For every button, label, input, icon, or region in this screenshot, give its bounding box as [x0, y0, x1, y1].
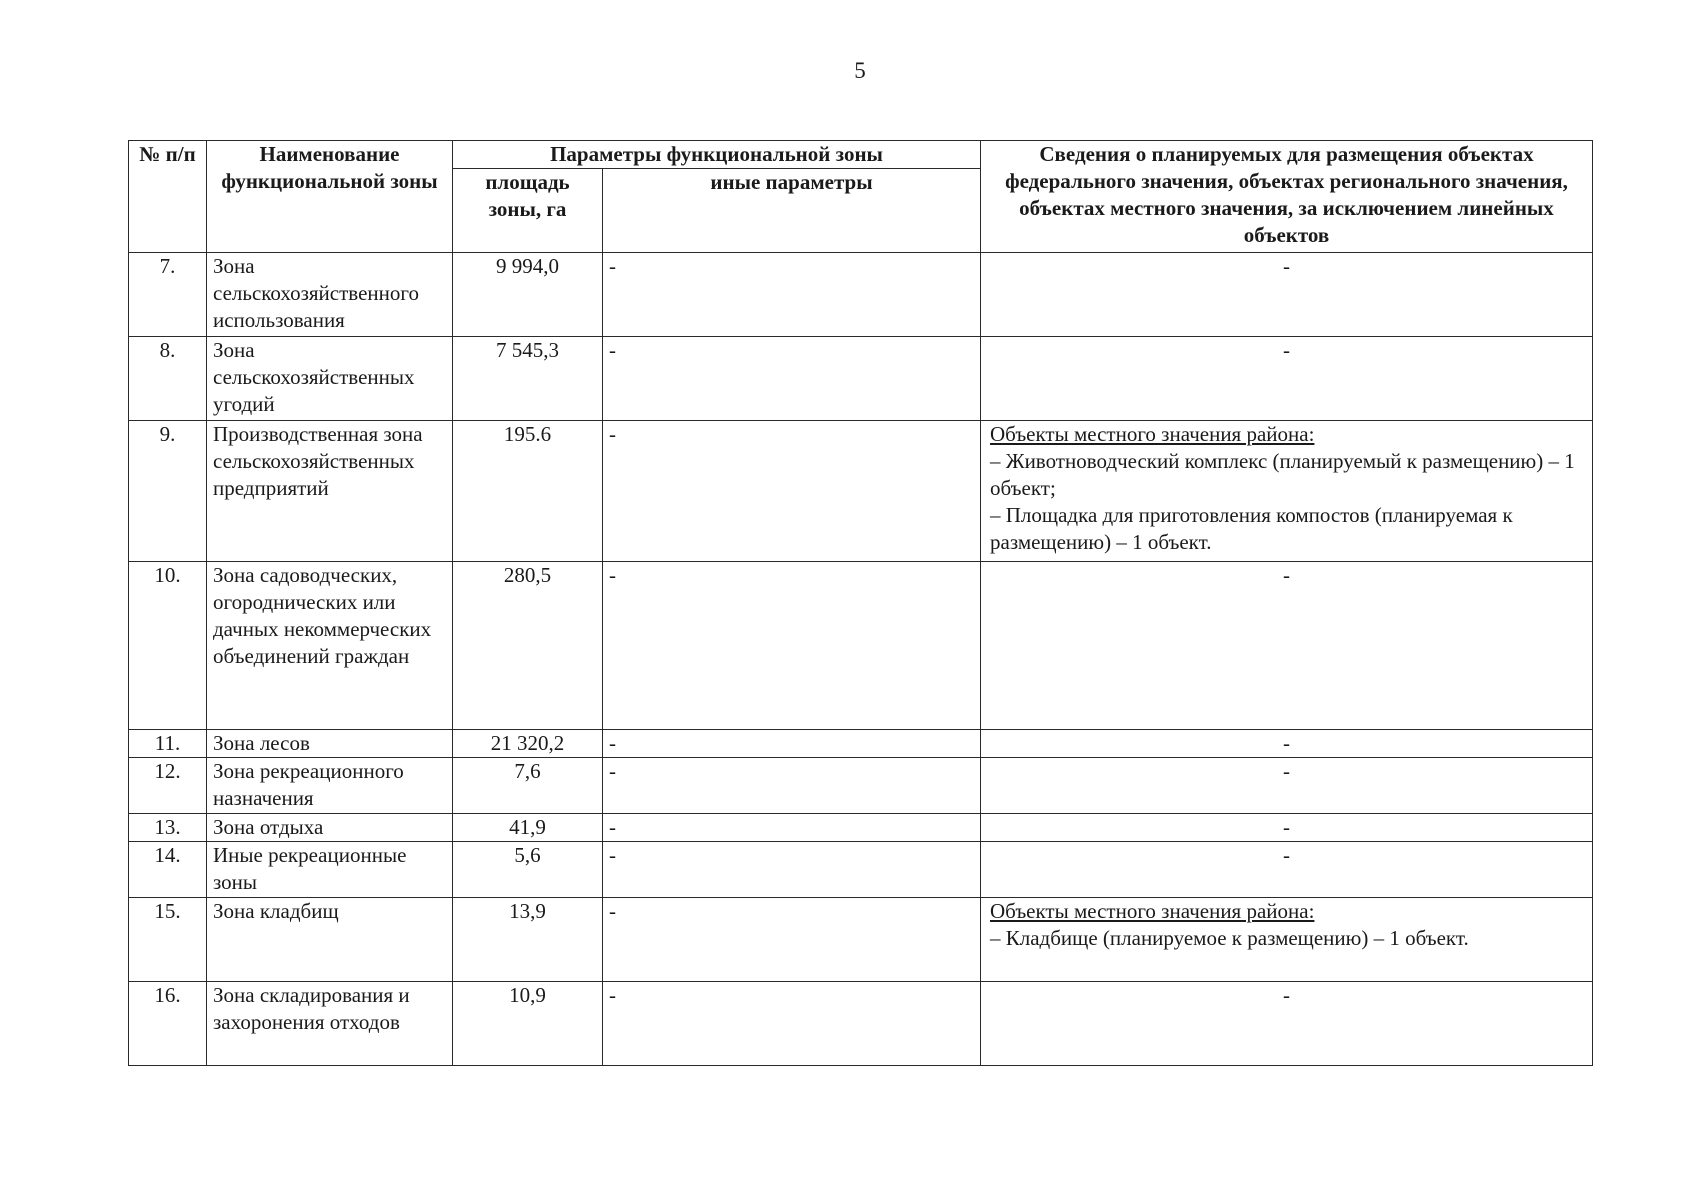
table-row	[129, 982, 1593, 1066]
zone-area: 41,9	[453, 814, 603, 842]
zone-name: Зона сельскохозяйственных угодий	[207, 337, 453, 421]
planned-objects-info: -	[981, 842, 1593, 898]
zone-name: Зона складирования и захоронения отходов	[207, 982, 453, 1066]
zone-name: Зона сельскохозяйственного использования	[207, 253, 453, 337]
zone-area: 195.6	[453, 421, 603, 562]
planned-objects-info: -	[981, 814, 1593, 842]
planned-objects-info: -	[981, 730, 1593, 758]
zone-area: 10,9	[453, 982, 603, 1066]
row-number: 9.	[129, 421, 207, 562]
table-row	[129, 337, 1593, 421]
zone-name: Зона лесов	[207, 730, 453, 758]
zone-name: Зона отдыха	[207, 814, 453, 842]
planned-objects-info: -	[981, 337, 1593, 421]
planned-objects-info	[981, 421, 1593, 562]
zone-area: 9 994,0	[453, 253, 603, 337]
zone-other-params: -	[603, 898, 981, 982]
planned-objects-info: -	[981, 758, 1593, 814]
table-row	[129, 814, 1593, 842]
table-body	[129, 253, 1593, 1066]
table-row	[129, 758, 1593, 814]
table-row	[129, 253, 1593, 337]
table-row	[129, 730, 1593, 758]
header-name: Наименование функциональной зоны	[207, 141, 453, 253]
zone-name: Зона садоводческих, огороднических или дачных некоммерческих объединений граждан	[207, 562, 453, 730]
planned-objects-info: -	[981, 562, 1593, 730]
header-other: иные параметры	[603, 169, 981, 253]
zone-area: 21 320,2	[453, 730, 603, 758]
page-number: 5	[854, 58, 866, 83]
row-number: 13.	[129, 814, 207, 842]
zone-area: 13,9	[453, 898, 603, 982]
planned-object-item: – Животноводческий комплекс (планируемый к размещению) – 1 объект;	[990, 449, 1575, 500]
zone-other-params: -	[603, 337, 981, 421]
planned-objects-title: Объекты местного значения района:	[990, 899, 1315, 923]
header-params-group: Параметры функциональной зоны	[453, 141, 981, 169]
planned-objects-title: Объекты местного значения района:	[990, 422, 1315, 446]
zone-other-params: -	[603, 814, 981, 842]
table-header	[129, 141, 1593, 253]
header-num: № п/п	[129, 141, 207, 253]
zone-area: 7,6	[453, 758, 603, 814]
zone-other-params: -	[603, 842, 981, 898]
zone-name: Зона кладбищ	[207, 898, 453, 982]
zone-area: 7 545,3	[453, 337, 603, 421]
zone-other-params: -	[603, 421, 981, 562]
zone-other-params: -	[603, 982, 981, 1066]
header-area: площадь зоны, га	[453, 169, 603, 253]
table-row	[129, 421, 1593, 562]
zone-other-params: -	[603, 253, 981, 337]
row-number: 8.	[129, 337, 207, 421]
row-number: 7.	[129, 253, 207, 337]
row-number: 10.	[129, 562, 207, 730]
planned-objects-info: -	[981, 982, 1593, 1066]
row-number: 14.	[129, 842, 207, 898]
zone-area: 5,6	[453, 842, 603, 898]
planned-objects-info	[981, 898, 1593, 982]
zone-name: Иные рекреационные зоны	[207, 842, 453, 898]
zone-other-params: -	[603, 758, 981, 814]
row-number: 12.	[129, 758, 207, 814]
header-info: Сведения о планируемых для размещения объектах федерального значения, объектах регионального значения, объектах местного значения, за исключением линейных объектов	[981, 141, 1593, 253]
zone-other-params: -	[603, 730, 981, 758]
row-number: 16.	[129, 982, 207, 1066]
zone-name: Производственная зона сельскохозяйственных предприятий	[207, 421, 453, 562]
zone-area: 280,5	[453, 562, 603, 730]
zone-name: Зона рекреационного назначения	[207, 758, 453, 814]
planned-objects-info: -	[981, 253, 1593, 337]
row-number: 11.	[129, 730, 207, 758]
table-row	[129, 842, 1593, 898]
row-number: 15.	[129, 898, 207, 982]
table-row	[129, 562, 1593, 730]
planned-object-item: – Кладбище (планируемое к размещению) – 1 объект.	[990, 926, 1469, 950]
zone-other-params: -	[603, 562, 981, 730]
table-row	[129, 898, 1593, 982]
planned-object-item: – Площадка для приготовления компостов (планируемая к размещению) – 1 объект.	[990, 503, 1513, 554]
functional-zones-table	[128, 140, 1593, 1066]
